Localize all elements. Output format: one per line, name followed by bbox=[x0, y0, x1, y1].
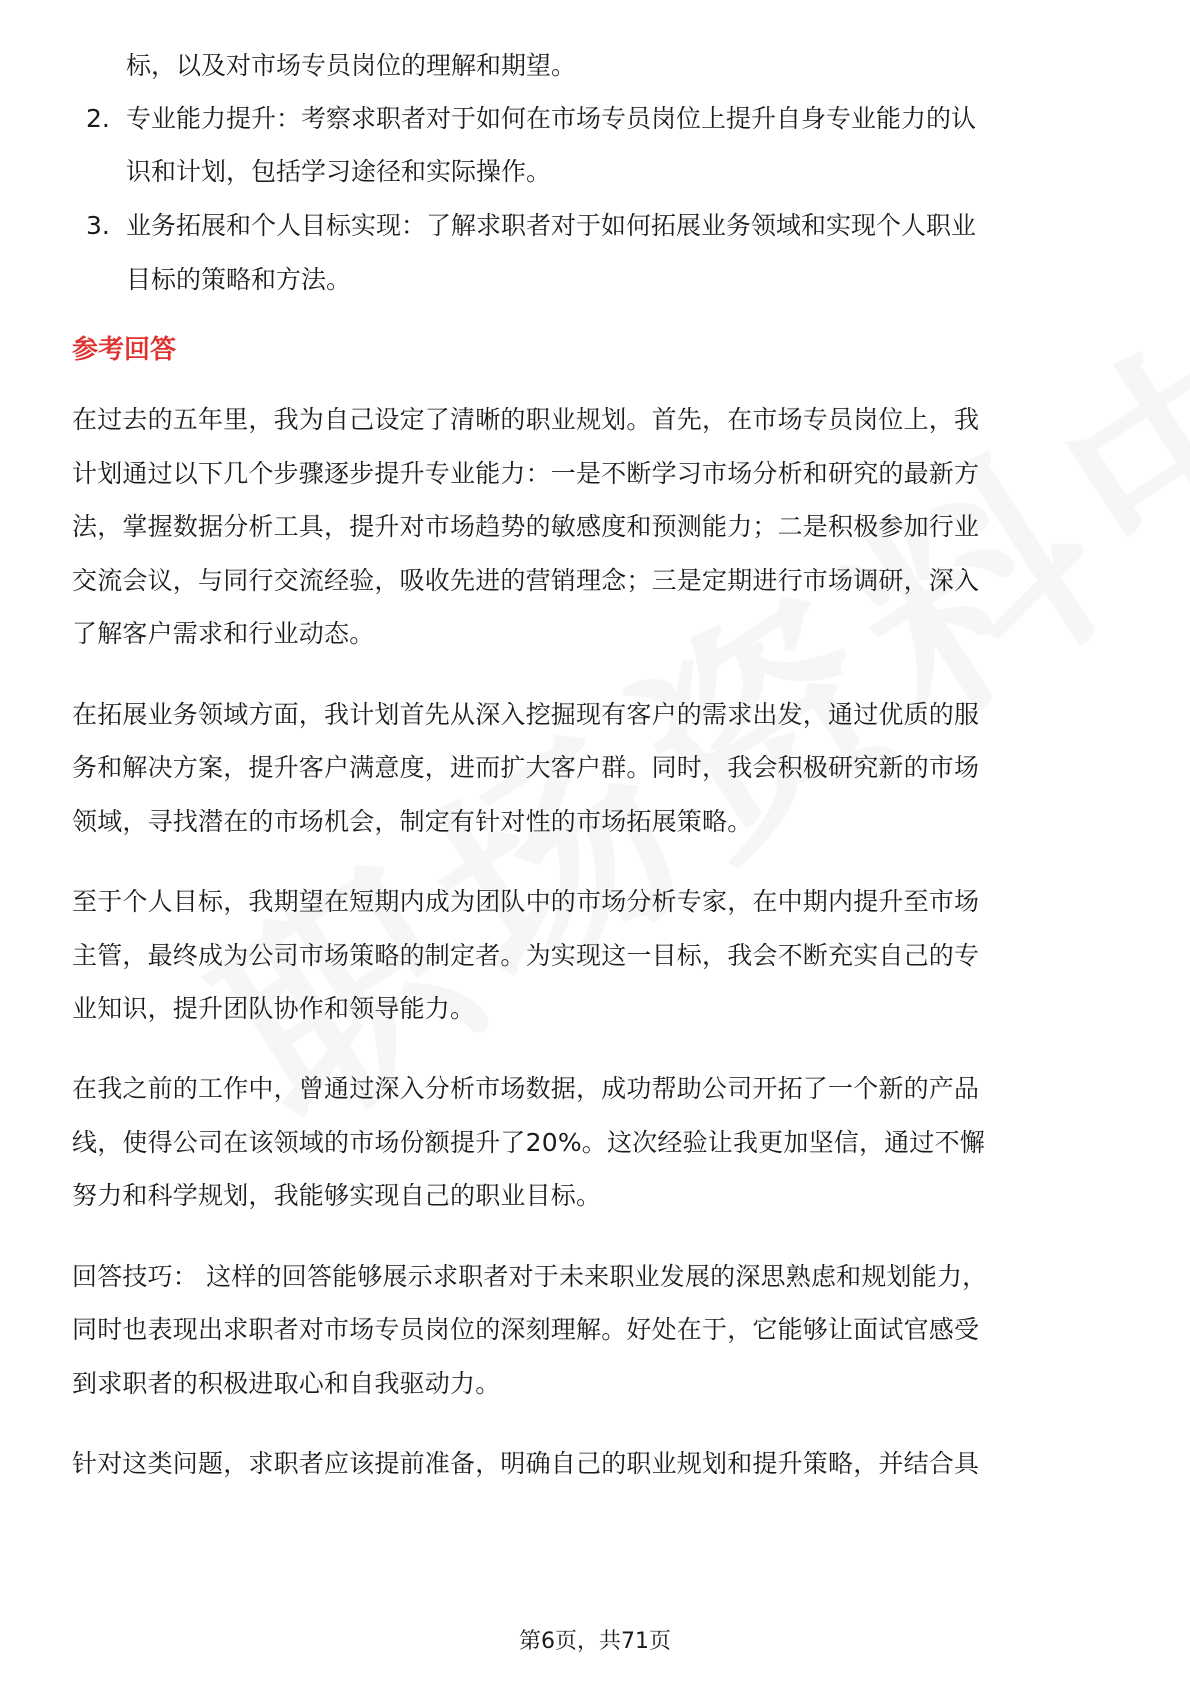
paragraph-line: 业知识，提升团队协作和领导能力。 bbox=[72, 994, 476, 1023]
paragraph-line: 主管，最终成为公司市场策略的制定者。为实现这一目标，我会不断充实自己的专 bbox=[72, 941, 980, 970]
paragraph-line: 同时也表现出求职者对市场专员岗位的深刻理解。好处在于，它能够让面试官感受 bbox=[72, 1315, 980, 1344]
list-item-text: 专业能力提升：考察求职者对于如何在市场专员岗位上提升自身专业能力的认 bbox=[126, 104, 977, 133]
paragraph-line: 努力和科学规划，我能够实现自己的职业目标。 bbox=[72, 1181, 602, 1210]
page-number-footer: 第6页，共71页 bbox=[519, 1629, 671, 1654]
paragraph-line: 在我之前的工作中，曾通过深入分析市场数据，成功帮助公司开拓了一个新的产品 bbox=[72, 1074, 980, 1103]
paragraph-line: 针对这类问题，求职者应该提前准备，明确自己的职业规划和提升策略，并结合具 bbox=[72, 1449, 980, 1478]
list-item-number: 3. bbox=[86, 211, 110, 240]
paragraph-line: 在拓展业务领域方面，我计划首先从深入挖掘现有客户的需求出发，通过优质的服 bbox=[72, 700, 980, 729]
section-heading: 参考回答 bbox=[72, 335, 177, 365]
paragraph-line: 领域，寻找潜在的市场机会，制定有针对性的市场拓展策略。 bbox=[72, 807, 753, 836]
paragraph-line: 至于个人目标，我期望在短期内成为团队中的市场分析专家，在中期内提升至市场 bbox=[72, 887, 980, 916]
list-item-text: 识和计划，包括学习途径和实际操作。 bbox=[126, 157, 552, 186]
paragraph-line: 法，掌握数据分析工具，提升对市场趋势的敏感度和预测能力；二是积极参加行业 bbox=[72, 512, 980, 541]
paragraph-line: 计划通过以下几个步骤逐步提升专业能力：一是不断学习市场分析和研究的最新方 bbox=[72, 459, 980, 488]
paragraph-line: 务和解决方案，提升客户满意度，进而扩大客户群。同时，我会积极研究新的市场 bbox=[72, 753, 980, 782]
list-item-text: 业务拓展和个人目标实现：了解求职者对于如何拓展业务领域和实现个人职业 bbox=[126, 211, 977, 240]
paragraph-line: 了解客户需求和行业动态。 bbox=[72, 619, 375, 648]
list-item-1-continuation: 标，以及对市场专员岗位的理解和期望。 bbox=[126, 51, 577, 80]
paragraph-line: 回答技巧： 这样的回答能够展示求职者对于未来职业发展的深思熟虑和规划能力， bbox=[72, 1262, 988, 1291]
paragraph-line: 到求职者的积极进取心和自我驱动力。 bbox=[72, 1369, 501, 1398]
paragraph-line: 线，使得公司在该领域的市场份额提升了20%。这次经验让我更加坚信，通过不懈 bbox=[72, 1128, 985, 1157]
paragraph-line: 在过去的五年里，我为自己设定了清晰的职业规划。首先，在市场专员岗位上，我 bbox=[72, 405, 980, 434]
paragraph-line: 交流会议，与同行交流经验，吸收先进的营销理念；三是定期进行市场调研，深入 bbox=[72, 566, 980, 595]
list-item-text: 目标的策略和方法。 bbox=[126, 265, 352, 294]
list-item-number: 2. bbox=[86, 104, 110, 133]
